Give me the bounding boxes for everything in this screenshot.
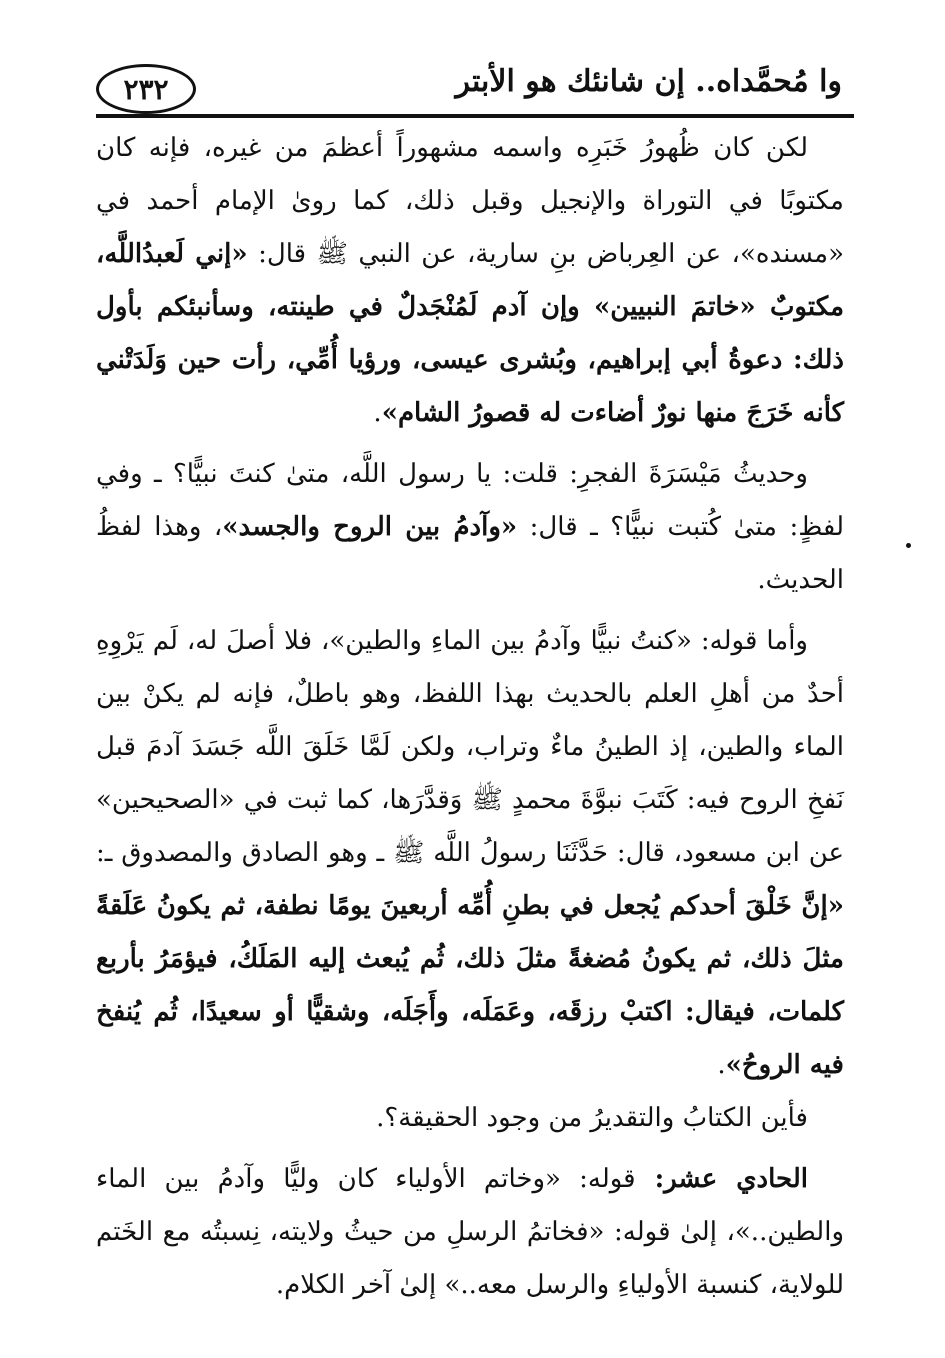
paragraph <box>96 448 844 607</box>
text-segment: . <box>373 398 382 428</box>
emphasized-text: الحادي عشر: <box>635 1164 808 1194</box>
page-number: ٢٣٢ <box>96 64 196 114</box>
margin-dot <box>906 543 911 548</box>
paragraph <box>96 615 844 1092</box>
emphasized-text: «إنَّ خَلْقَ أحدكم يُجعل في بطنِ أُمِّه أربعينَ يومًا نطفة، ثم يكونُ عَلَقةً مثلَ ذلك، ثم يكونُ مُضغةً مثلَ ذلك، ثُم يُبعث إليه المَلَكُ، فيؤمَرُ بأربع كلمات، فيقال: اكتبْ رزقَه، وعَمَلَه، وأَجَلَه، وشقيًّا أو سعيدًا، ثُم يُنفخ فيه الروحُ» <box>96 891 844 1080</box>
emphasized-text: «وآدمُ بين الروح والجسد» <box>222 512 518 542</box>
text-segment: وحديثُ مَيْسَرَةَ الفجرِ: قلت: يا رسول اللَّه، متىٰ كنتَ نبيًّا؟ ـ وفي لفظٍ: متىٰ كُتبت نبيًّا؟ ـ قال: <box>96 459 845 542</box>
running-title: وا مُحمَّداه.. إن شانئك هو الأبتر <box>455 64 842 99</box>
text-segment: وأما قوله: «كنتُ نبيًّا وآدمُ بين الماءِ والطين»، فلا أصلَ له، لَم يَرْوِهِ أحدٌ من أهلِ العلم بالحديث بهذا اللفظ، وهو باطلٌ، فإنه لم يكنْ بين الماء والطين، إذ الطينُ ماءٌ وتراب، ولكن لَمَّا خَلَقَ اللَّه جَسَدَ آدمَ قبل نَفخِ الروح فيه: كَتَبَ نبوَّةَ محمدٍ ﷺ وَقدَّرَها، كما ثبت في «الصحيحين» عن ابن مسعود، قال: حَدَّثَنَا رسولُ اللَّه ﷺ ـ وهو الصادق والمصدوق ـ: <box>96 626 844 868</box>
paragraph <box>96 122 844 440</box>
text-segment: لكن كان ظُهورُ خَبَرِه واسمه مشهوراً أعظمَ من غيره، فإنه كان مكتوبًا في التوراة والإنجيل وقبل ذلك، كما روىٰ الإمام أحمد في «مسنده»، عن العِرباض بنِ سارية، عن النبي ﷺ قال: <box>96 133 844 269</box>
emphasized-text: «إني لَعبدُاللَّه، مكتوبٌ «خاتمَ النبيين» وإن آدم لَمُنْجَدلٌ في طينته، وسأنبئكم بأول ذلك: دعوةُ أبي إبراهيم، وبُشرى عيسى، ورؤيا أُمِّي، رأت حين وَلَدَتْني كأنه خَرَجَ منها نورٌ أضاءت له قصورُ الشام» <box>96 239 844 428</box>
text-segment: . <box>717 1050 726 1080</box>
page-header <box>96 58 854 118</box>
text-segment: قوله: «وخاتم الأولياء كان وليًّا وآدمُ بين الماء والطين..»، إلىٰ قوله: «فخاتمُ الرسلِ من حيثُ ولايته، نِسبتُه مع الخَتم للولاية، كنسبة الأولياءِ والرسل معه..» إلىٰ آخر الكلام. <box>96 1164 844 1300</box>
paragraph <box>96 1153 844 1312</box>
body-text <box>96 122 844 1312</box>
paragraph <box>96 1092 844 1145</box>
text-segment: فأين الكتابُ والتقديرُ من وجود الحقيقة؟. <box>376 1103 808 1133</box>
text-segment: ، وهذا لفظُ الحديث. <box>96 512 844 595</box>
